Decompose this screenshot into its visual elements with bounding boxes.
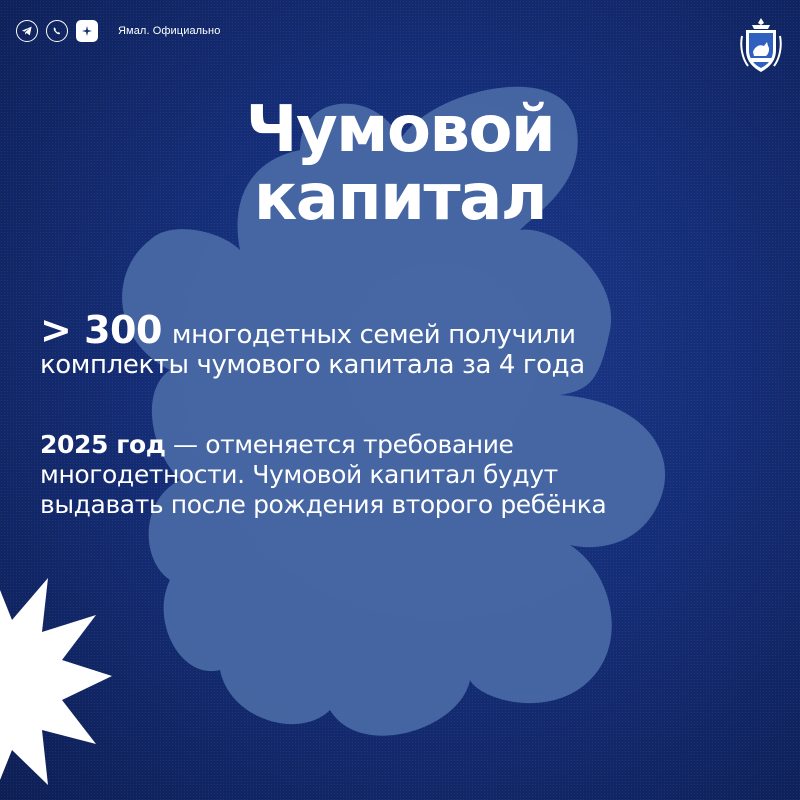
note-line-3: выдавать после рождения второго ребёнка — [40, 490, 607, 519]
social-bar — [16, 20, 220, 42]
stat-text-line-1: многодетных семей получили — [171, 320, 576, 350]
note-line-1: отменяется требование — [205, 430, 514, 459]
note-block — [40, 430, 606, 520]
note-line-2: многодетности. Чумовой капитал будут — [40, 460, 558, 489]
stat-block — [40, 308, 585, 380]
note-year: 2025 год — [40, 430, 166, 459]
coat-of-arms-icon — [740, 16, 782, 76]
stat-text-line-2: комплекты чумового капитала за 4 года — [40, 350, 585, 380]
title-line-1: Чумовой — [245, 93, 555, 167]
note-dash: — — [165, 430, 206, 459]
telegram-icon[interactable] — [16, 20, 38, 42]
page-title — [150, 93, 650, 235]
title-line-2: капитал — [253, 161, 547, 235]
viber-icon[interactable] — [46, 20, 68, 42]
sparkle-icon[interactable] — [76, 20, 98, 42]
stat-value: > 300 — [40, 308, 162, 352]
brand-name: Ямал. Официально — [118, 25, 221, 37]
